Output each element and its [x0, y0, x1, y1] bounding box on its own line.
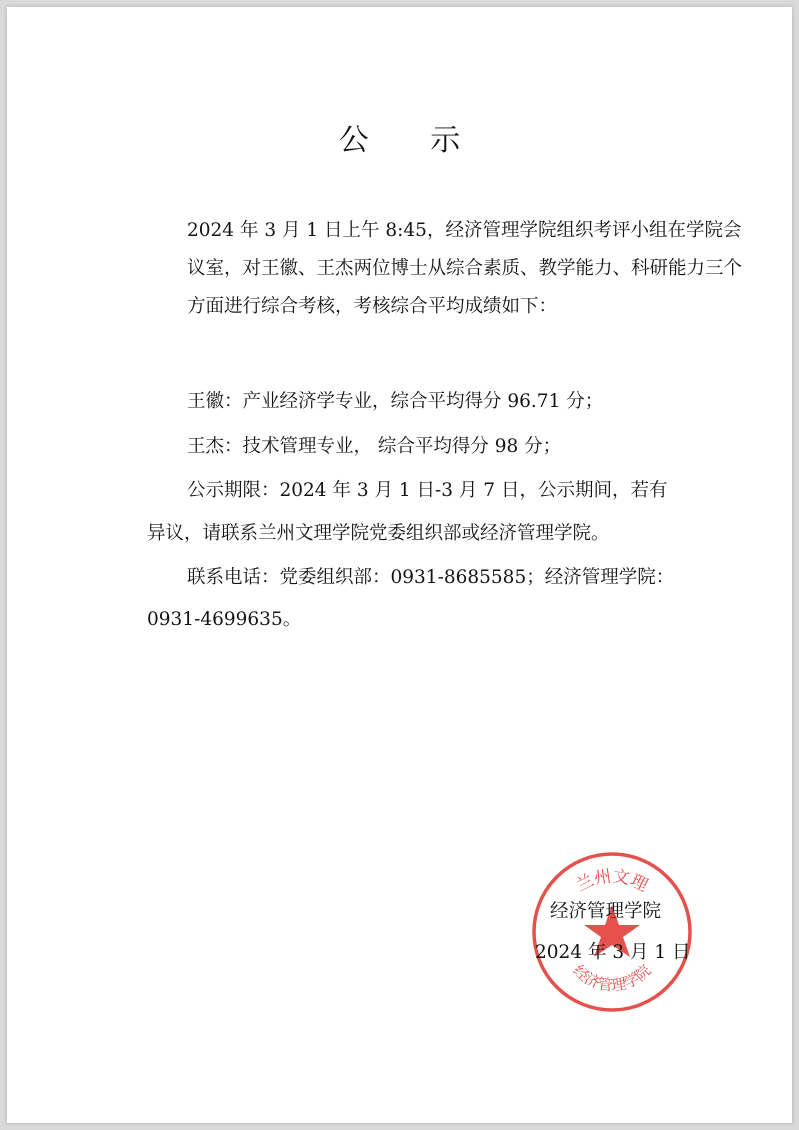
contact-line-1: 联系电话：党委组织部：0931-8685585；经济管理学院：	[187, 567, 675, 588]
contact-line-2: 0931-4699635。	[147, 609, 302, 630]
paragraph-intro: 2024 年 3 月 1 日上午 8:45，经济管理学院组织考评小组在学院会议室，对王徽、王杰两位博士从综合素质、教学能力、科研能力三个方面进行综合考核，考核综合平均成绩如下：	[187, 220, 743, 317]
period-line-2: 异议，请联系兰州文理学院党委组织部或经济管理学院。	[147, 523, 610, 544]
seal-top-text: 兰州文理	[573, 866, 651, 897]
official-seal-icon	[527, 847, 697, 1017]
signature-org: 经济管理学院	[550, 901, 662, 922]
result-item-1: 王徽：产业经济学专业，综合平均得分 96.71 分；	[187, 391, 604, 412]
signature-date: 2024 年 3 月 1 日	[535, 942, 691, 963]
svg-text:兰州文理	[573, 867, 651, 897]
period-line-1: 公示期限：2024 年 3 月 1 日-3 月 7 日，公示期间，若有	[187, 480, 668, 501]
svg-text:经济管理学院	[570, 961, 655, 994]
page-title: 公 示	[338, 123, 487, 158]
document-page	[7, 7, 792, 1123]
seal-bottom-text: 经济管理学院	[569, 961, 655, 995]
result-item-2: 王杰：技术管理专业， 综合平均得分 98 分；	[187, 436, 562, 457]
